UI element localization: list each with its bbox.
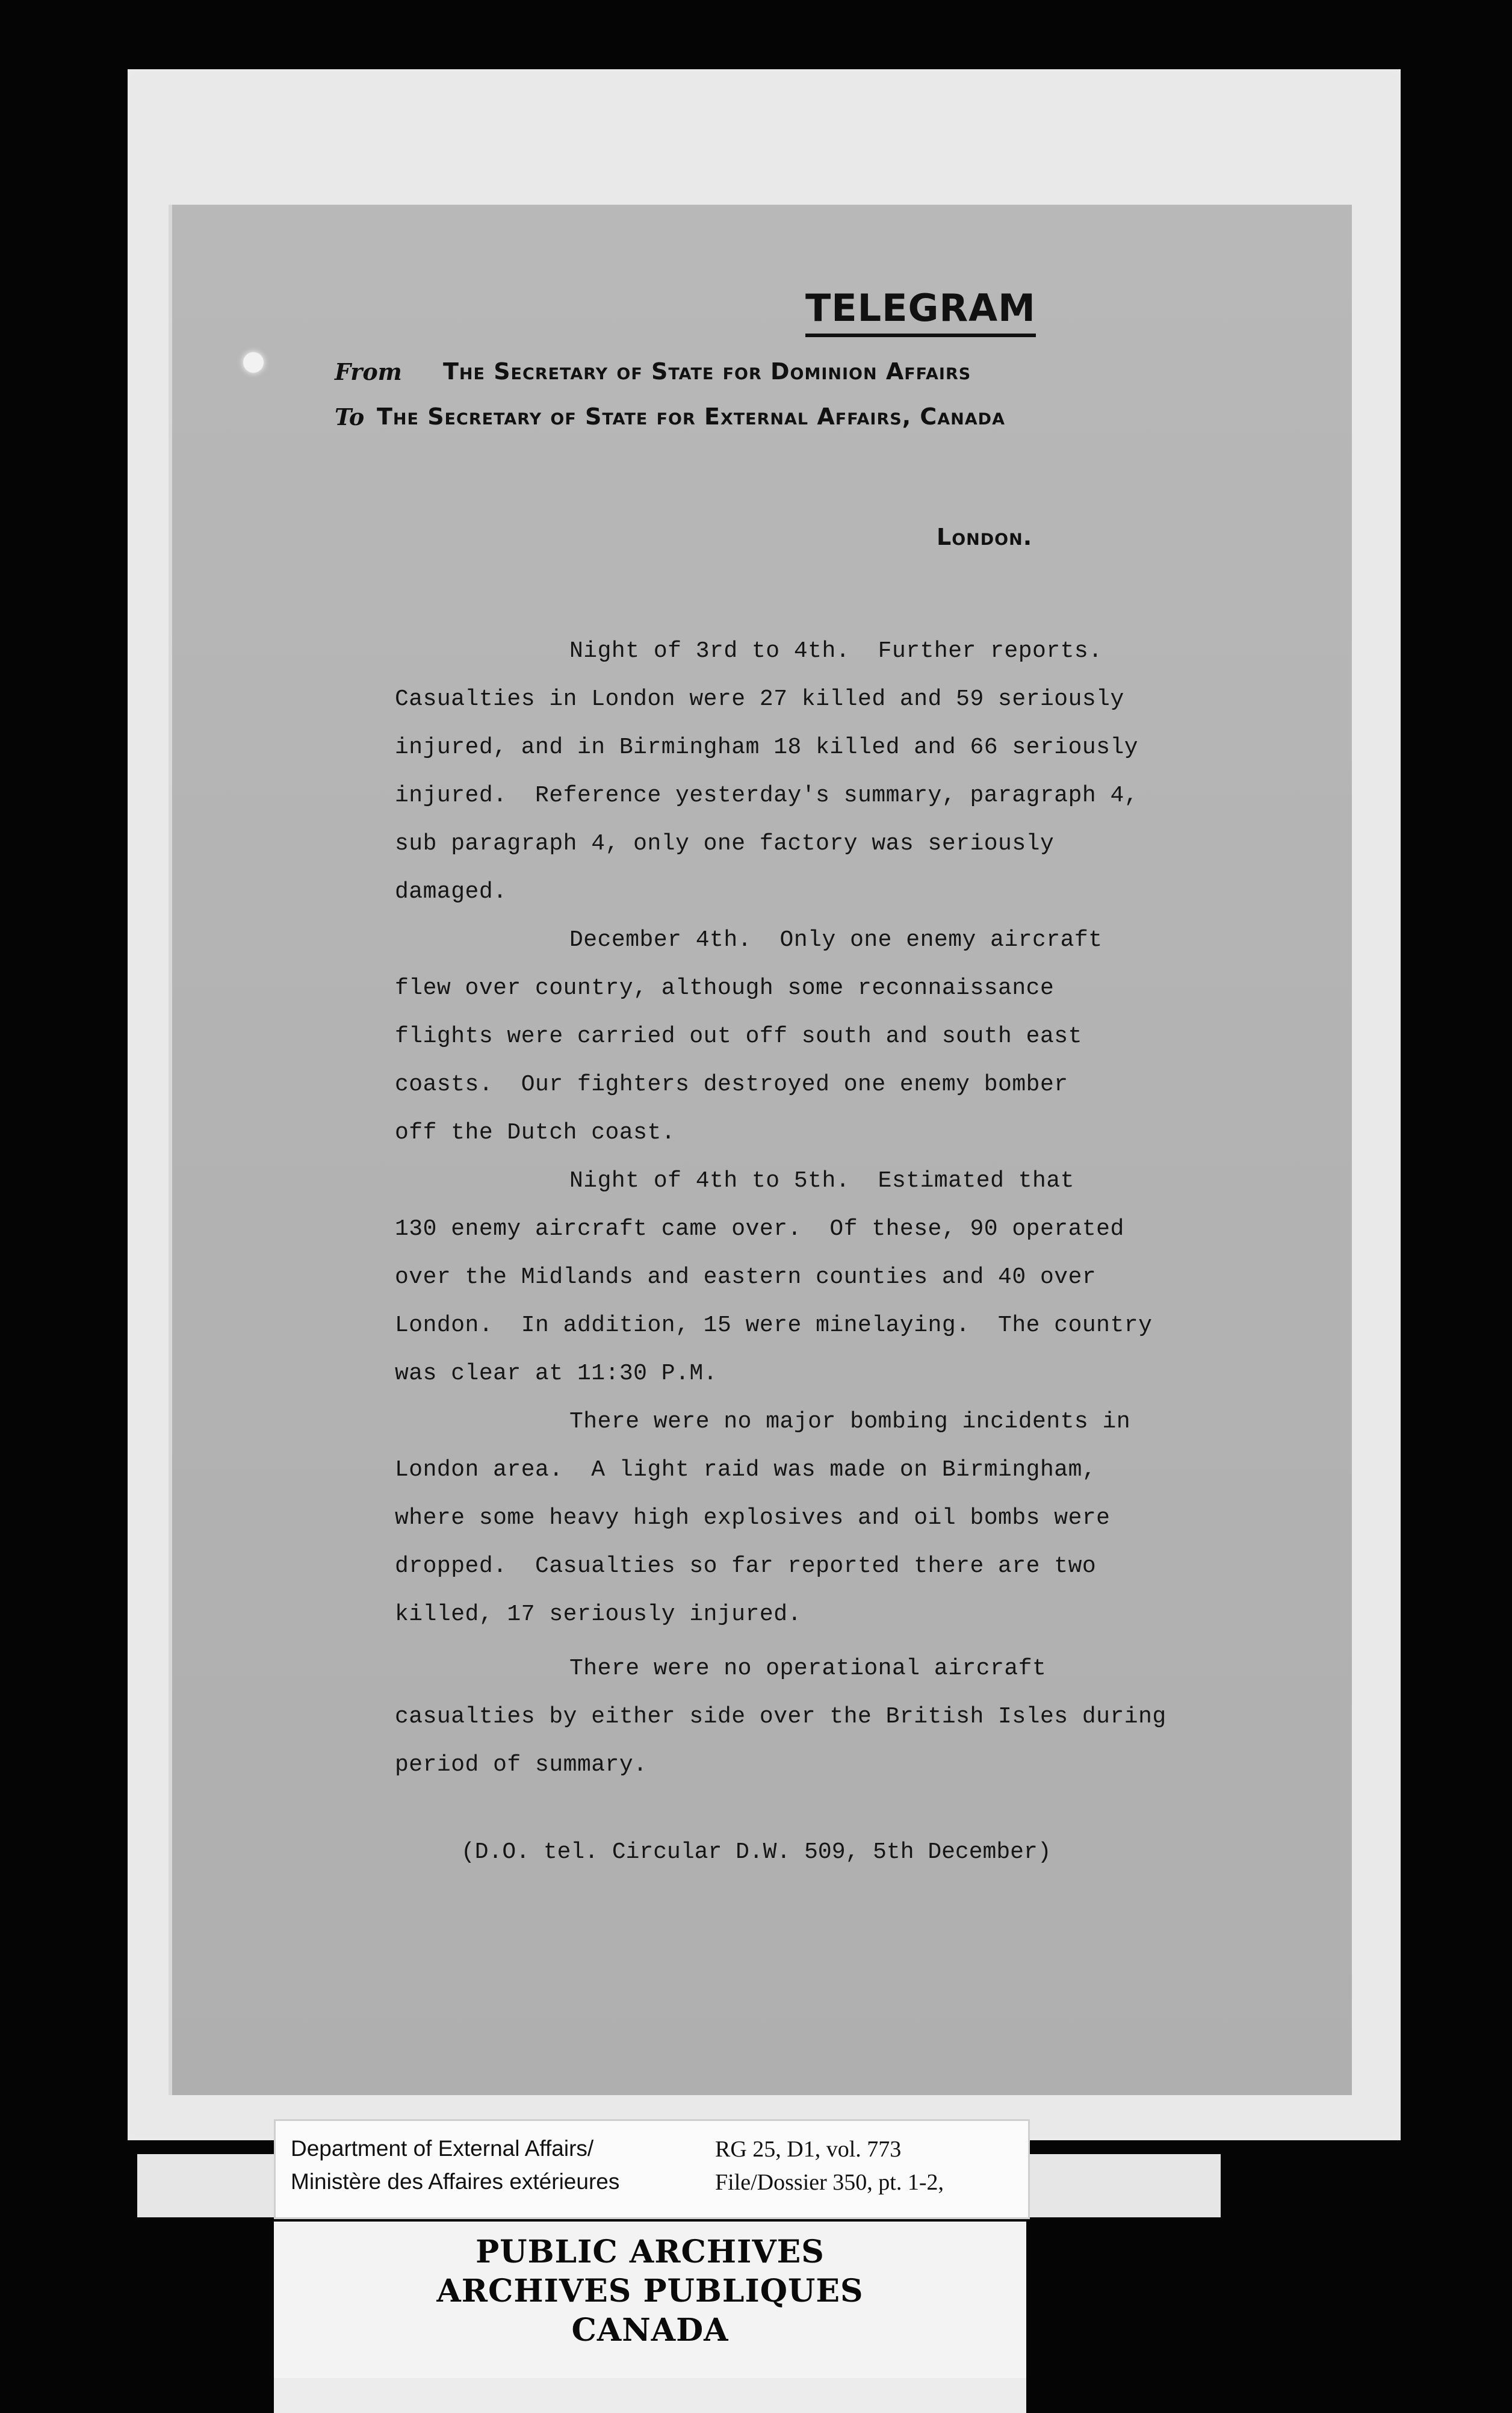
- body-line: 130 enemy aircraft came over. Of these, 90 operated: [395, 1216, 1124, 1242]
- body-line: injured, and in Birmingham 18 killed and 66 seriously: [395, 734, 1139, 760]
- document-title: TELEGRAM: [805, 286, 1036, 337]
- body-line: December 4th. Only one enemy aircraft: [569, 927, 1103, 953]
- body-line: where some heavy high explosives and oil bombs were: [395, 1505, 1111, 1531]
- archive-reference-label: [274, 2119, 1030, 2219]
- stamp-line-3: CANADA: [571, 2312, 729, 2349]
- body-line: Night of 4th to 5th. Estimated that: [569, 1168, 1074, 1194]
- body-line: sub paragraph 4, only one factory was seriously: [395, 831, 1055, 857]
- body-line: period of summary.: [395, 1752, 648, 1778]
- body-line: There were no major bombing incidents in: [569, 1409, 1131, 1435]
- archives-stamp: [274, 2222, 1026, 2378]
- body-line: London. In addition, 15 were minelaying. The country: [395, 1312, 1153, 1338]
- body-line: There were no operational aircraft: [569, 1656, 1047, 1682]
- body-line: flights were carried out off south and south east: [395, 1023, 1082, 1049]
- body-line: coasts. Our fighters destroyed one enemy bomber: [395, 1072, 1068, 1098]
- to-label: To: [335, 403, 365, 430]
- to-value: The Secretary of State for External Affairs, Canada: [377, 403, 1005, 430]
- punch-hole: [243, 352, 264, 373]
- file-dossier-line: File/Dossier 350, pt. 1-2,: [715, 2170, 944, 2195]
- stamp-line-1: PUBLIC ARCHIVES: [476, 2234, 825, 2270]
- body-line: was clear at 11:30 P.M.: [395, 1361, 717, 1387]
- telegram-sheet: [169, 205, 1352, 2095]
- record-group-line: RG 25, D1, vol. 773: [715, 2137, 902, 2162]
- body-line: Night of 3rd to 4th. Further reports.: [569, 638, 1103, 664]
- reference-line: (D.O. tel. Circular D.W. 509, 5th December): [461, 1839, 1052, 1865]
- department-line-fr: Ministère des Affaires extérieures: [291, 2169, 620, 2194]
- body-line: damaged.: [395, 879, 507, 905]
- body-line: casualties by either side over the British Isles during: [395, 1704, 1167, 1730]
- body-line: off the Dutch coast.: [395, 1120, 676, 1146]
- body-line: flew over country, although some reconnaissance: [395, 975, 1055, 1001]
- body-line: Casualties in London were 27 killed and 59 seriously: [395, 686, 1124, 712]
- body-line: London area. A light raid was made on Birmingham,: [395, 1457, 1097, 1483]
- from-label: From: [335, 358, 402, 385]
- from-value: The Secretary of State for Dominion Affairs: [443, 358, 971, 385]
- stamp-line-2: ARCHIVES PUBLIQUES: [436, 2273, 864, 2309]
- place-line: London.: [937, 524, 1033, 550]
- body-line: dropped. Casualties so far reported there are two: [395, 1553, 1097, 1579]
- body-line: over the Midlands and eastern counties and 40 over: [395, 1264, 1097, 1290]
- department-line-en: Department of External Affairs/: [291, 2136, 594, 2161]
- body-line: injured. Reference yesterday's summary, paragraph 4,: [395, 783, 1139, 809]
- body-line: killed, 17 seriously injured.: [395, 1601, 802, 1627]
- bottom-strip: [274, 2378, 1026, 2413]
